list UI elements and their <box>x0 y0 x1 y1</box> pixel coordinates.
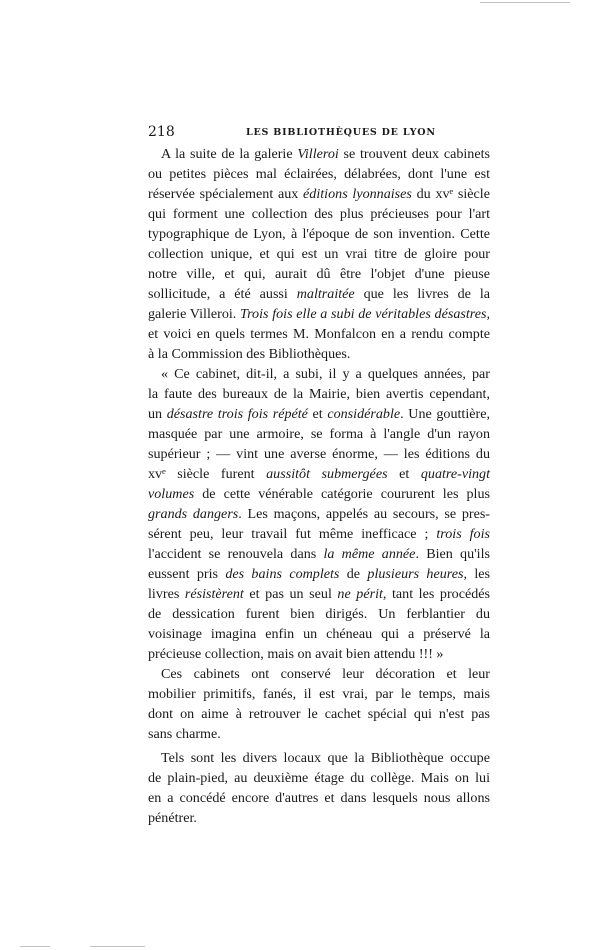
text-line: typographique de Lyon, à l'époque de son invention. Cette <box>148 226 490 242</box>
text-line: ou petites pièces mal éclairées, délabrées, dont l'une est <box>148 166 490 182</box>
scan-mark-top <box>480 2 570 3</box>
text-line: supérieur ; — vint une averse énorme, — les éditions du <box>148 446 490 462</box>
text-line: en a concédé encore d'autres et dans lesquels nous allons <box>148 790 490 806</box>
text-line: de plain-pied, au deuxième étage du collège. Mais on lui <box>148 770 490 786</box>
text-line: eussent pris des bains complets de plusieurs heures, les <box>148 566 490 582</box>
text-line: qui forment une collection des plus précieuses pour l'art <box>148 206 490 222</box>
scan-mark-bottom <box>90 946 145 947</box>
text-line: volumes de cette vénérable catégorie coururent les plus <box>148 486 490 502</box>
paragraph-1 <box>148 144 490 364</box>
text-line: précieuse collection, mais on avait bien attendu !!! » <box>148 646 444 662</box>
paragraph-3 <box>148 664 490 744</box>
text-line: masquée par une armoire, se forma à l'angle d'un rayon <box>148 426 490 442</box>
text-line: un désastre trois fois répété et considérable. Une gouttière, <box>148 406 490 422</box>
header-title: LES BIBLIOTHÈQUES DE LYON <box>246 127 436 138</box>
paragraph-4 <box>148 748 490 828</box>
text-line: grands dangers. Les maçons, appelés au secours, se pres- <box>148 506 491 522</box>
text-line: dont on aime à retrouver le cachet spécial qui n'est pas <box>148 706 490 722</box>
page-number: 218 <box>148 124 175 140</box>
text-line: l'accident se renouvela dans la même année. Bien qu'ils <box>148 546 490 562</box>
text-line: pénétrer. <box>148 810 197 826</box>
text-line: galerie Villeroi. Trois fois elle a subi de véritables désastres, <box>148 306 490 322</box>
scan-mark-bottom-left <box>20 946 50 947</box>
text-line: voisinage imagina enfin un chéneau qui a préservé la <box>148 626 490 642</box>
text-line: la faute des bureaux de la Mairie, bien avertis cependant, <box>148 386 490 402</box>
text-line: Tels sont les divers locaux que la Bibliothèque occupe <box>161 750 490 766</box>
running-head <box>148 124 486 144</box>
text-line: réservée spécialement aux éditions lyonnaises du xvᵉ siècle <box>148 186 490 202</box>
text-line: sans charme. <box>148 726 221 742</box>
body-text <box>148 144 490 828</box>
text-line: sérent peu, leur travail fut même inefficace ; trois fois <box>148 526 490 542</box>
text-line: à la Commission des Bibliothèques. <box>148 346 351 362</box>
text-line: notre ville, et qui, aurait dû être l'objet d'une pieuse <box>148 266 490 282</box>
text-line: de dessication furent bien dirigés. Un ferblantier du <box>148 606 490 622</box>
text-line: « Ce cabinet, dit-il, a subi, il y a quelques années, par <box>161 366 490 382</box>
text-line: et voici en quels termes M. Monfalcon en a rendu compte <box>148 326 490 342</box>
text-line: Ces cabinets ont conservé leur décoration et leur <box>161 666 490 682</box>
text-line: collection unique, et qui est un vrai titre de gloire pour <box>148 246 490 262</box>
paragraph-2-quotation <box>148 364 490 664</box>
text-line: mobilier primitifs, fanés, il est vrai, par le temps, mais <box>148 686 490 702</box>
text-line: A la suite de la galerie Villeroi se trouvent deux cabinets <box>161 146 490 162</box>
text-line: livres résistèrent et pas un seul ne périt, tant les procédés <box>148 586 490 602</box>
text-line: sollicitude, a été aussi maltraitée que les livres de la <box>148 286 490 302</box>
text-line: xvᵉ siècle furent aussitôt submergées et quatre-vingt <box>148 466 491 482</box>
